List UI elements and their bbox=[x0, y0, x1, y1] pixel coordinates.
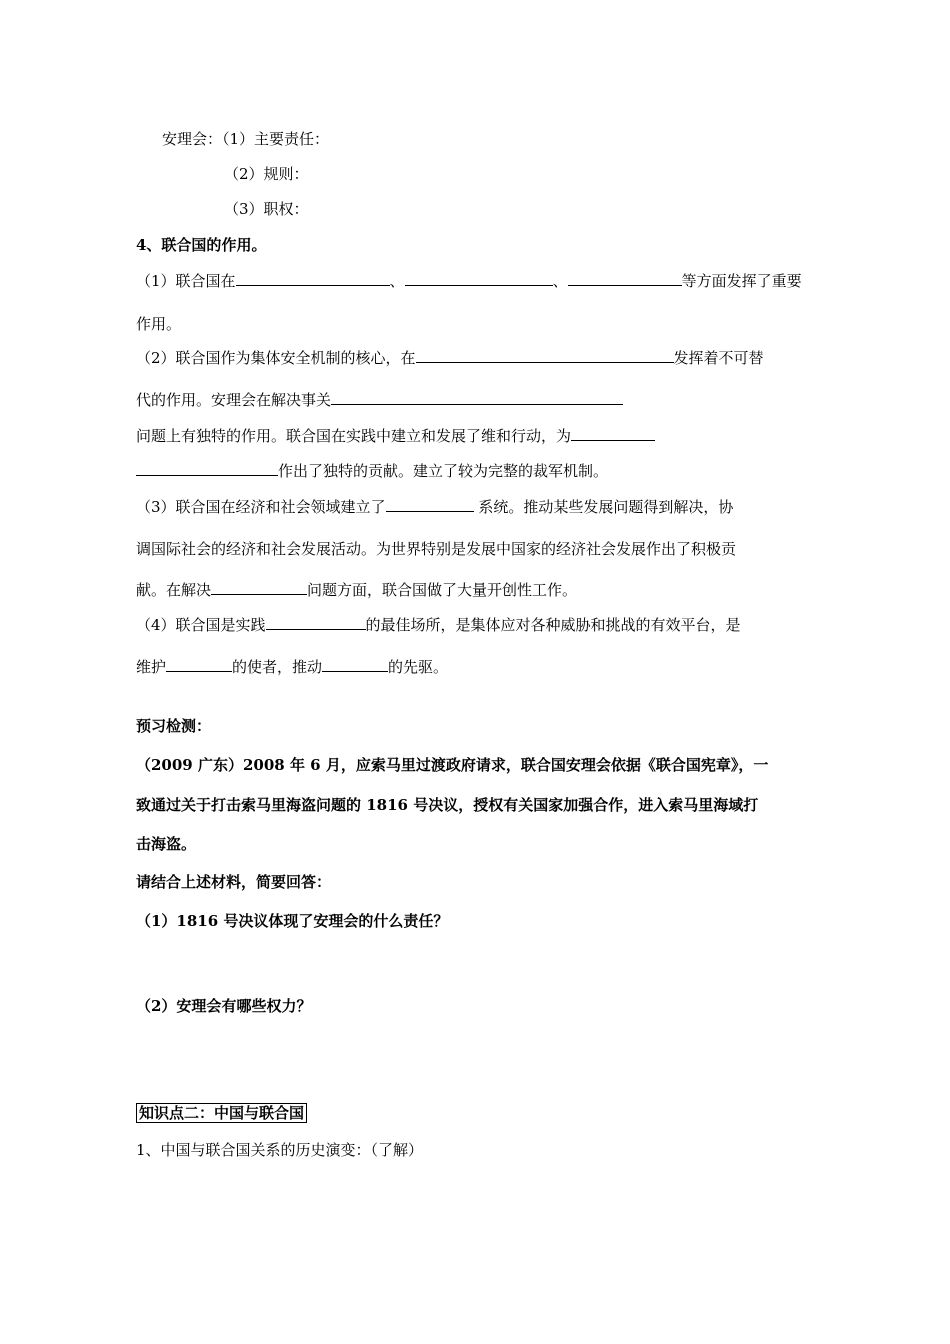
p4-blank-1[interactable] bbox=[266, 615, 366, 630]
p3-blank-1[interactable] bbox=[386, 497, 474, 512]
p3-line2: 调国际社会的经济和社会发展活动。为世界特别是发展中国家的经济社会发展作出了积极贡 bbox=[136, 540, 737, 558]
security-council-label: 安理会：（1）主要责任： bbox=[162, 130, 330, 148]
preview-material-2: 致通过关于打击索马里海盗问题的 1816 号决议，授权有关国家加强合作，进入索马里海域打 bbox=[136, 796, 759, 814]
p4-blank-3[interactable] bbox=[322, 657, 388, 672]
p1-blank-1[interactable] bbox=[236, 271, 390, 286]
p2-blank-1[interactable] bbox=[416, 348, 674, 363]
preview-question-2: （2）安理会有哪些权力？ bbox=[136, 997, 312, 1015]
p3-line1: （3）联合国在经济和社会领域建立了 系统。推动某些发展问题得到解决，协 bbox=[136, 498, 734, 516]
preview-question-1: （1）1816 号决议体现了安理会的什么责任？ bbox=[136, 912, 449, 930]
p2-blank-2[interactable] bbox=[331, 390, 623, 405]
preview-material-3: 击海盗。 bbox=[136, 835, 197, 853]
preview-prompt: 请结合上述材料，简要回答： bbox=[136, 873, 332, 891]
p2-blank-3[interactable] bbox=[571, 426, 655, 441]
sc-item-1: （1）主要责任： bbox=[222, 130, 330, 148]
p2-line3: 问题上有独特的作用。联合国在实践中建立和发展了维和行动，为 bbox=[136, 426, 655, 446]
p4-blank-2[interactable] bbox=[166, 657, 232, 672]
p2-line1: （2）联合国作为集体安全机制的核心，在 发挥着不可替 bbox=[136, 349, 764, 367]
p3-blank-2[interactable] bbox=[211, 580, 307, 595]
p1-line2: 作用。 bbox=[136, 315, 182, 333]
p4-line1: （4）联合国是实践 的最佳场所，是集体应对各种威胁和挑战的有效平台，是 bbox=[136, 616, 741, 634]
preview-heading: 预习检测： bbox=[136, 717, 212, 735]
knowledge2-item-1: 1、中国与联合国关系的历史演变：（了解） bbox=[136, 1141, 424, 1159]
knowledge2-heading: 知识点二：中国与联合国 bbox=[136, 1103, 307, 1123]
preview-material-1: （2009 广东）2008 年 6 月，应索马里过渡政府请求，联合国安理会依据《联合国宪章》，一 bbox=[136, 756, 769, 774]
p3-line3: 献。在解决 问题方面，联合国做了大量开创性工作。 bbox=[136, 581, 578, 599]
p2-line2: 代的作用。安理会在解决事关 bbox=[136, 390, 623, 410]
p2-line4: 作出了独特的贡献。建立了较为完整的裁军机制。 bbox=[136, 461, 608, 481]
p1-blank-3[interactable] bbox=[568, 271, 682, 286]
p1-blank-2[interactable] bbox=[405, 271, 553, 286]
p1-line1: （1）联合国在 、 、 等方面发挥了重要 bbox=[136, 272, 802, 290]
sc-item-3: （3）职权： bbox=[224, 200, 309, 218]
p2-blank-4[interactable] bbox=[136, 461, 278, 476]
section4-heading: 4、联合国的作用。 bbox=[136, 236, 267, 254]
p4-line2: 维护 的使者，推动 的先驱。 bbox=[136, 658, 449, 676]
sc-item-2: （2）规则： bbox=[224, 165, 309, 183]
